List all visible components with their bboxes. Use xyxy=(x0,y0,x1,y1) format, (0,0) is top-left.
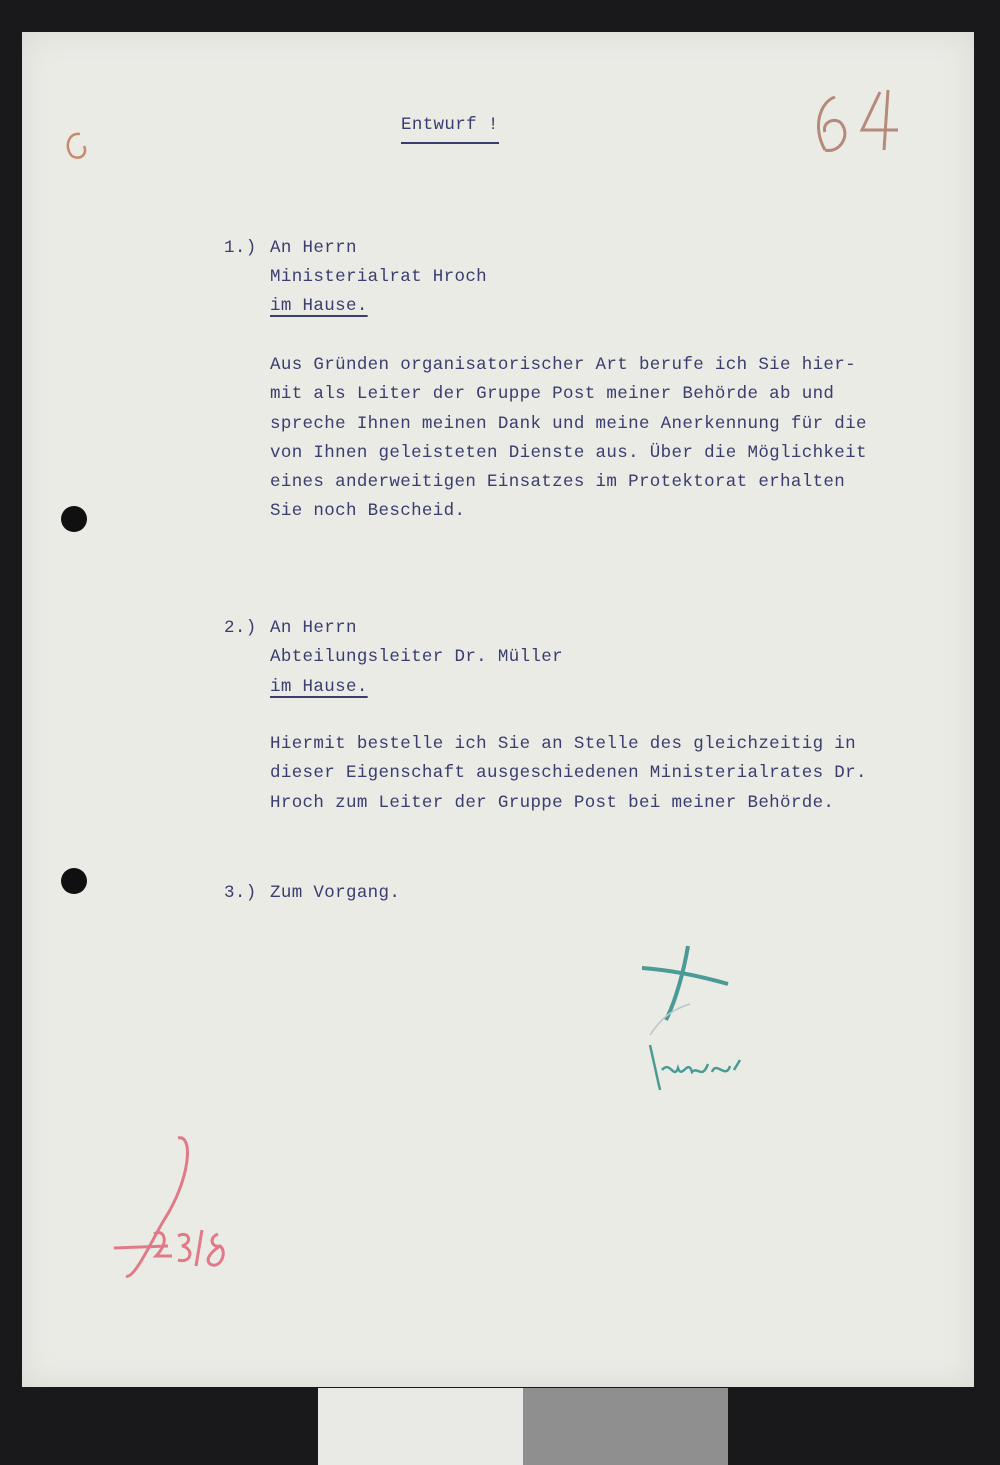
calibration-white-patch xyxy=(318,1388,523,1465)
item-3-number: 3.) xyxy=(224,883,257,903)
punch-hole-upper xyxy=(61,506,87,532)
item-2-location: im Hause. xyxy=(270,677,368,697)
item-2-line: dieser Eigenschaft ausgeschiedenen Ministerialrates Dr. xyxy=(270,763,867,784)
item-1-line: Aus Gründen organisatorischer Art berufe ich Sie hier- xyxy=(270,355,856,375)
item-2-recipient: Abteilungsleiter Dr. Müller xyxy=(270,647,563,667)
item-1-line: spreche Ihnen meinen Dank und meine Anerkennung für die xyxy=(270,413,867,434)
item-1-body xyxy=(270,351,867,527)
punch-hole-lower xyxy=(61,868,87,894)
item-1-line: Sie noch Bescheid. xyxy=(270,501,466,522)
item-1-location: im Hause. xyxy=(270,296,368,316)
pencil-circle-mark xyxy=(58,128,98,169)
item-2-body xyxy=(270,730,867,818)
item-3-text: Zum Vorgang. xyxy=(270,883,401,903)
red-pencil-initials xyxy=(108,1130,248,1295)
document-title: Entwurf ! xyxy=(401,112,499,144)
item-2-line: Hroch zum Leiter der Gruppe Post bei meiner Behörde. xyxy=(270,792,835,813)
item-1-recipient: Ministerialrat Hroch xyxy=(270,267,488,287)
item-1-line: mit als Leiter der Gruppe Post meiner Behörde ab und xyxy=(270,384,835,405)
item-1-number: 1.) xyxy=(224,238,257,258)
item-1-line: eines anderweitigen Einsatzes im Protektorat erhalten xyxy=(270,472,846,493)
item-1-line: von Ihnen geleisteten Dienste aus. Über die Möglichkeit xyxy=(270,442,867,463)
item-2-number: 2.) xyxy=(224,618,257,638)
calibration-gray-patch xyxy=(523,1388,728,1465)
item-2-salutation: An Herrn xyxy=(270,618,357,638)
teal-pencil-cross-mark xyxy=(630,940,760,1105)
item-2-line: Hiermit bestelle ich Sie an Stelle des gleichzeitig in xyxy=(270,734,856,754)
item-1-salutation: An Herrn xyxy=(270,238,357,258)
